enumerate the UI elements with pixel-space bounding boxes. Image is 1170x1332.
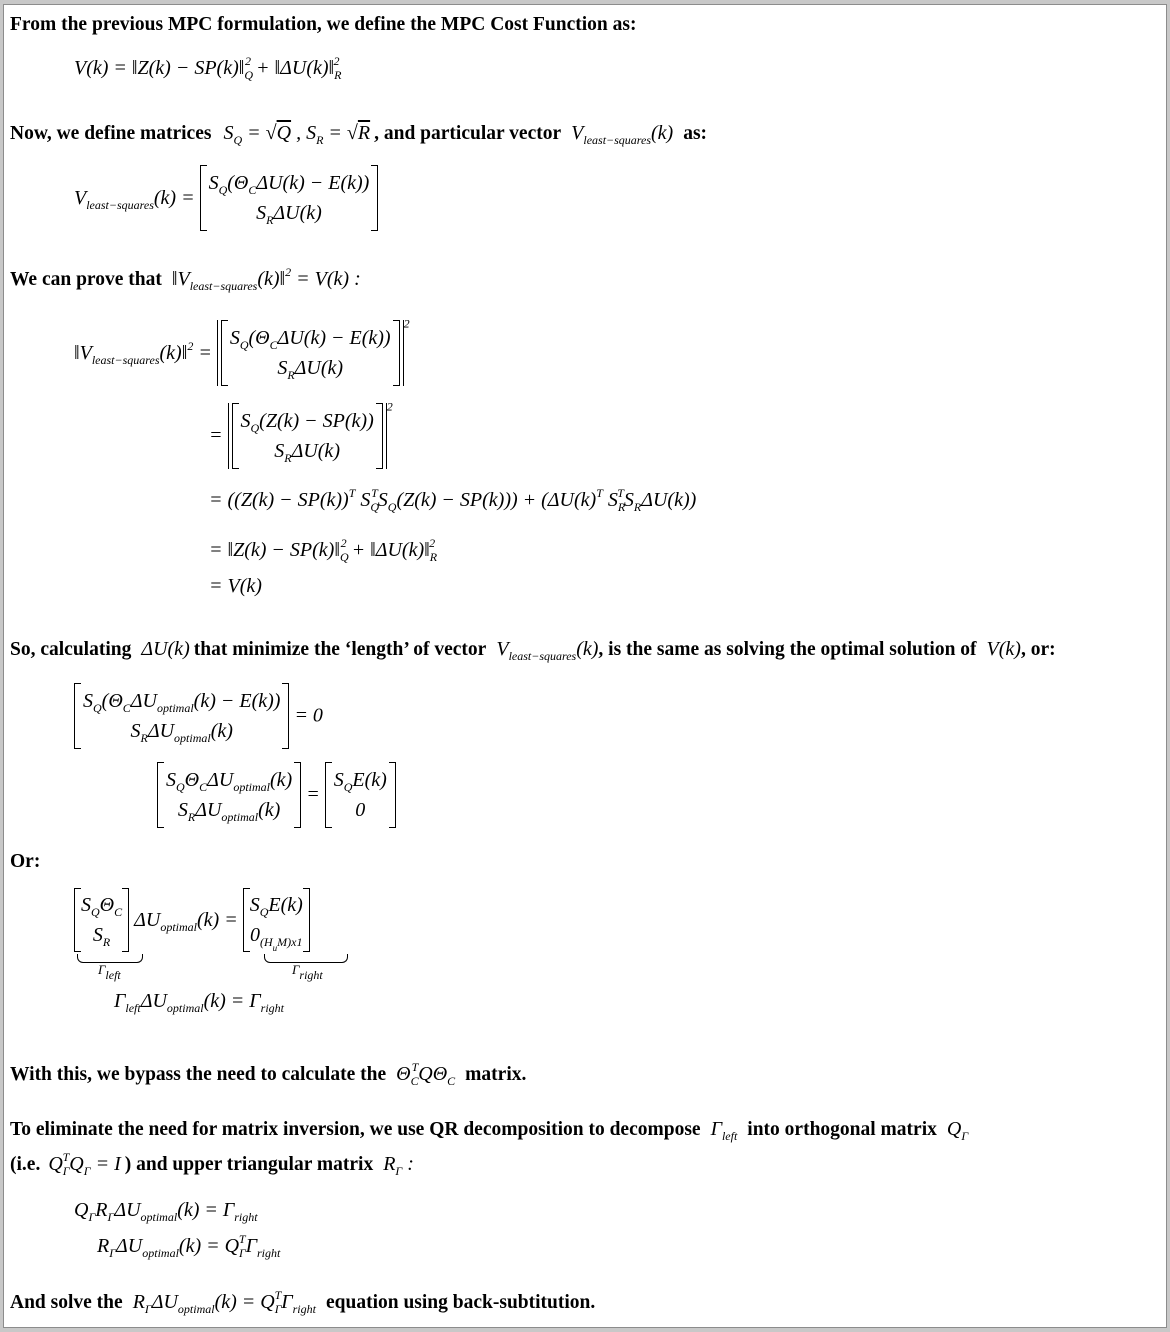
ie-text: (i.e.: [10, 1154, 41, 1175]
gamma-equation: $S_Q\Theta_C$ $S_R$ $\Delta U_{optimal}(k) = S_QE(k)$ $0_{(H_uM)x1}$: [74, 888, 310, 952]
or-text: , or:: [1020, 639, 1056, 660]
or-label: Or:: [10, 851, 41, 872]
gamma-compact-equation: $\Gamma_{left}\Delta U_{optimal}(k) = \Gamma_{right}$: [114, 990, 284, 1015]
proof-step-4: = ‖Z(k) − $SP(k)‖_Q^2$ + $‖\Delta U(k)‖_R^2$: [209, 536, 438, 564]
prove-claim: $‖V_{least-squares}(k)‖^2 = V(k)$ :: [171, 265, 361, 293]
upper-triangular-text: ) and upper triangular matrix: [124, 1154, 374, 1175]
particular-vector-text: , and particular vector: [374, 123, 562, 144]
v-ls-definition: $V_{least-squares}(k) = S_Q(\Theta_C\Delta U(k) - E(k))$ $S_R\Delta U(k)$: [74, 165, 378, 231]
qr-line: To eliminate the need for matrix inversion, we use QR decomposition to decompose $\Gamma_{left}$ into orthogonal matrix $Q_\Gamma$: [10, 1118, 969, 1143]
calculating-text: So, calculating: [10, 639, 132, 660]
gamma-right-label: $\Gamma_{right}$: [292, 962, 323, 982]
bypass-line: With this, we bypass the need to calculate the $\Theta_C^TQ\Theta_C$ matrix.: [10, 1060, 527, 1088]
optimal-equation-2: $S_Q\Theta_C\Delta U_{optimal}(k)$ $S_R\Delta U_{optimal}(k) = S_QE(k)$ 0: [157, 762, 396, 828]
proof-step-1: $‖V_{least-squares}(k)‖^2 = S_Q(\Theta_C\Delta U(k) - E(k))$ $S_R\Delta U(k)^2$: [74, 320, 410, 386]
calculating-line: So, calculating ΔU(k) that minimize the ‘length’ of vector $V_{least-squares}(k)$, is the same as solving the optimal solution of V(k), or:: [10, 638, 1056, 663]
ie-line: (i.e. $Q_\Gamma^TQ_\Gamma = I$ ) and upper triangular matrix $R_\Gamma$ :: [10, 1150, 414, 1178]
orthogonal-text: into orthogonal matrix: [747, 1119, 937, 1140]
cost-function-equation: V(k) = ‖Z(k) − $SP(k)‖_Q^2$ + $‖\Delta U(k)‖_R^2$: [74, 54, 342, 82]
v-ls-symbol: $V_{least-squares}(k)$: [571, 122, 674, 147]
solve-text: And solve the: [10, 1292, 123, 1313]
matrix-text: matrix.: [465, 1064, 527, 1085]
define-text: Now, we define matrices: [10, 123, 212, 144]
proof-step-3: = ($(Z(k) - SP(k))^T$ $S_Q^TS_Q(Z(k) - SP(k))) + (\Delta U(k)^T$ $S_R^TS_R\Delta U(k)$): [209, 486, 697, 514]
as-text: as:: [683, 123, 708, 144]
same-as-text: , is the same as solving the optimal solution of: [598, 639, 977, 660]
sq-sr-definition: $S_Q = √Q$ , $S_R = √R$: [223, 122, 371, 147]
prove-text: We can prove that: [10, 269, 162, 290]
qr-equation-1: $Q_\Gamma R_\Gamma\Delta U_{optimal}(k) = \Gamma_{right}$: [74, 1199, 258, 1224]
v-ls-matrix: $S_Q(\Theta_C\Delta U(k) - E(k))$ $S_R\Delta U(k)$: [200, 165, 379, 231]
minimize-text: that minimize the ‘length’ of vector: [193, 639, 487, 660]
prove-line: [10, 265, 361, 293]
document-page: [3, 4, 1167, 1328]
intro-text: From the previous MPC formulation, we define the MPC Cost Function as:: [10, 14, 637, 35]
define-matrices-line: [10, 122, 707, 145]
proof-step-2: = $S_Q(Z(k) - SP(k))$ $S_R\Delta U(k)^2$: [209, 403, 393, 469]
back-substitution-text: equation using back-subtitution.: [325, 1292, 596, 1313]
optimal-equation-1: $S_Q(\Theta_C\Delta U_{optimal}(k) - E(k))$ $S_R\Delta U_{optimal}(k) = 0$: [74, 683, 323, 749]
bypass-text: With this, we bypass the need to calculate the: [10, 1064, 387, 1085]
qr-text: To eliminate the need for matrix inversion, we use QR decomposition to decompose: [10, 1119, 701, 1140]
solve-line: And solve the $R_\Gamma\Delta U_{optimal}(k) = Q_\Gamma^T\Gamma_{right}$ equation using back-subtitution.: [10, 1288, 596, 1316]
proof-step-5: = V(k): [209, 575, 262, 597]
qr-equation-2: $R_\Gamma\Delta U_{optimal}(k) = Q_\Gamma^T\Gamma_{right}$: [97, 1232, 281, 1260]
gamma-left-label: $\Gamma_{left}$: [98, 962, 121, 982]
